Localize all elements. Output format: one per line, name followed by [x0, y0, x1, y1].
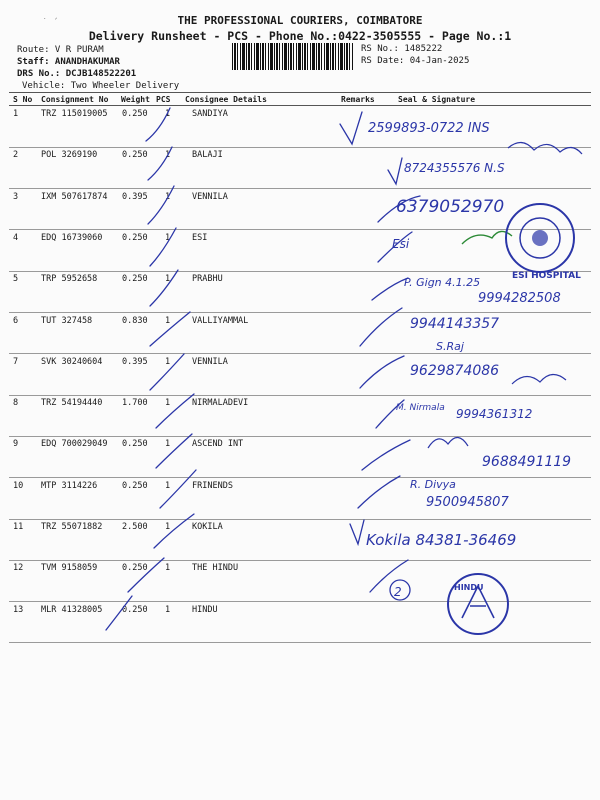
cell-consignee: BALAJI — [192, 150, 223, 161]
hw-row-3: 6379052970 — [396, 197, 505, 217]
cell-sno: 5 — [13, 274, 19, 285]
cell-consignee: ESI — [192, 232, 208, 243]
cell-consignment: POL 3269190 — [41, 150, 98, 161]
cell-pcs: 1 — [165, 604, 171, 615]
esi-stamp-text: ESI HOSPITAL — [512, 271, 581, 281]
hindu-stamp-text: HINDU — [454, 583, 484, 592]
hw-row-6: 9944143357 — [410, 316, 500, 332]
row-divider — [9, 395, 591, 396]
row-divider — [9, 312, 591, 313]
delivery-tick-marks — [106, 108, 420, 630]
cell-sno: 13 — [13, 604, 24, 615]
check-row-7 — [360, 356, 404, 388]
cell-weight: 0.830 — [122, 315, 148, 326]
cell-sno: 9 — [13, 439, 19, 450]
cell-weight: 0.250 — [122, 439, 148, 450]
tick-row-4 — [150, 228, 176, 266]
cell-pcs: 1 — [165, 439, 171, 450]
cell-consignment: TRZ 54194440 — [41, 398, 103, 409]
hw-row-8a: M. Nirmala — [396, 403, 445, 413]
staff-label: Staff: ANANDHAKUMAR — [17, 57, 120, 67]
hw-row-10b: 9500945807 — [426, 495, 509, 510]
row-divider — [9, 436, 591, 437]
row-divider — [9, 601, 591, 602]
cell-consignment: EDQ 700029049 — [41, 439, 108, 450]
check-row-11 — [350, 520, 364, 544]
cell-pcs: 1 — [165, 398, 171, 409]
row-divider — [9, 560, 591, 561]
cell-consignee: SANDIYA — [192, 109, 228, 119]
row-divider — [9, 519, 591, 520]
cell-sno: 10 — [13, 480, 24, 491]
cell-sno: 4 — [13, 232, 19, 243]
cell-sno: 12 — [13, 563, 24, 574]
cell-pcs: 1 — [165, 274, 171, 285]
cell-consignee: PRABHU — [192, 274, 223, 285]
cell-weight: 1.700 — [122, 398, 148, 409]
cell-sno: 1 — [13, 109, 19, 119]
esi-stamp-inner-ring — [520, 218, 560, 258]
cell-consignee: KOKILA — [192, 522, 223, 532]
cell-consignee: VENNILA — [192, 356, 228, 367]
hw-row-5b: 9994282508 — [478, 291, 561, 306]
hw-row-1: 2599893-0722 INS — [368, 121, 490, 136]
esi-hospital-stamp — [506, 204, 581, 281]
col-consignment: Consignment No — [41, 95, 109, 104]
hw-row-13: 2 — [394, 585, 402, 599]
cell-consignment: IXM 507617874 — [41, 191, 108, 202]
cell-consignment: TRZ 55071882 — [41, 522, 103, 532]
cell-consignment: SVK 30240604 — [41, 356, 103, 367]
check-row-12 — [370, 560, 408, 592]
cell-weight: 0.395 — [122, 191, 148, 202]
check-row-1 — [340, 112, 362, 144]
cell-pcs: 1 — [165, 232, 171, 243]
table-top-rule — [9, 92, 591, 93]
cell-pcs: 1 — [165, 563, 171, 574]
check-row-6 — [360, 308, 402, 346]
cell-consignee: FRINENDS — [192, 480, 233, 491]
row-divider — [9, 642, 591, 643]
hw-row-7a: S.Raj — [436, 340, 464, 353]
cell-sno: 7 — [13, 356, 19, 367]
cell-sno: 8 — [13, 398, 19, 409]
cell-pcs: 1 — [165, 150, 171, 161]
row-divider — [9, 229, 591, 230]
col-seal: Seal & Signature — [398, 95, 476, 104]
hindu-stamp-ring — [448, 574, 508, 634]
row-divider — [9, 188, 591, 189]
cell-weight: 0.395 — [122, 356, 148, 367]
cell-weight: 0.250 — [122, 274, 148, 285]
check-row-8 — [376, 400, 404, 428]
hw-row-2: 8724355576 N.S — [404, 161, 505, 175]
row-divider — [9, 271, 591, 272]
route-label: Route: V R PURAM — [17, 45, 104, 55]
cell-weight: 0.250 — [122, 563, 148, 574]
runsheet-subtitle: Delivery Runsheet - PCS - Phone No.:0422-3505555 - Page No.:1 — [88, 29, 512, 43]
cell-pcs: 1 — [165, 191, 171, 202]
check-row-4 — [378, 232, 412, 262]
hw-row-10a: R. Divya — [410, 478, 456, 491]
hw-row-5a: P. Gign 4.1.25 — [404, 276, 481, 289]
barcode — [232, 43, 354, 70]
col-weight: Weight — [121, 95, 150, 104]
row-divider — [9, 477, 591, 478]
cell-pcs: 1 — [165, 315, 171, 326]
cell-pcs: 1 — [165, 480, 171, 491]
company-title: THE PROFESSIONAL COURIERS, COIMBATORE — [177, 14, 423, 27]
check-row-9 — [362, 440, 410, 470]
cell-sno: 3 — [13, 191, 19, 202]
cell-consignee: VALLIYAMMAL — [192, 315, 249, 326]
hw-row-4: Esi — [392, 237, 410, 251]
corner-tick-mark: ˙ ´ — [42, 18, 59, 28]
cell-sno: 6 — [13, 315, 19, 326]
col-sno: S No — [13, 95, 33, 104]
row-divider — [9, 353, 591, 354]
check-row-3 — [378, 196, 420, 222]
cell-sno: 11 — [13, 522, 24, 532]
cell-consignment: TUT 327458 — [41, 315, 93, 326]
signature-row-2 — [508, 142, 582, 154]
drs-number: DRS No.: DCJB148522201 — [17, 69, 137, 79]
col-consignee: Consignee Details — [185, 95, 267, 104]
check-row-5 — [372, 278, 408, 300]
hw-row-7b: 9629874086 — [410, 363, 500, 379]
cell-pcs: 1 — [165, 356, 171, 367]
row-divider — [9, 147, 591, 148]
table-header-rule — [9, 105, 591, 106]
cell-consignment: TVM 9158059 — [41, 563, 98, 574]
col-remarks: Remarks — [341, 95, 375, 104]
esi-stamp-outer-ring — [506, 204, 574, 272]
check-row-10 — [358, 476, 400, 508]
tick-row-8 — [156, 394, 194, 428]
cell-consignee: ASCEND INT — [192, 439, 244, 450]
cell-weight: 2.500 — [122, 522, 148, 532]
tick-row-9 — [156, 434, 192, 468]
cell-consignee: VENNILA — [192, 191, 228, 202]
cell-consignee: HINDU — [192, 604, 218, 615]
cell-consignment: TRP 5952658 — [41, 274, 98, 285]
cell-weight: 0.250 — [122, 480, 148, 491]
rs-number: RS No.: 1485222 — [361, 44, 443, 54]
cell-weight: 0.250 — [122, 150, 148, 161]
cell-weight: 0.250 — [122, 604, 148, 615]
hw-row-11: Kokila 84381-36469 — [366, 531, 517, 549]
signature-row-7 — [512, 374, 566, 384]
cell-consignment: MTP 3114226 — [41, 480, 98, 491]
rs-date: RS Date: 04-Jan-2025 — [361, 56, 470, 66]
vehicle-label: Vehicle: Two Wheeler Delivery — [22, 81, 180, 91]
cell-pcs: 1 — [165, 109, 171, 119]
hw-row-9: 9688491119 — [482, 454, 572, 470]
cell-consignment: TRZ 115019005 — [41, 109, 108, 119]
row-13-circle-mark — [390, 580, 410, 600]
cell-consignee: THE HINDU — [192, 563, 239, 574]
cell-pcs: 1 — [165, 522, 171, 532]
cell-consignment: MLR 41328005 — [41, 604, 103, 615]
cell-consignee: NIRMALADEVI — [192, 398, 249, 409]
check-row-2 — [388, 158, 402, 184]
signature-row-9 — [428, 437, 468, 448]
col-pcs: PCS — [156, 95, 171, 104]
hw-row-8b: 9994361312 — [456, 407, 533, 421]
cell-consignment: EDQ 16739060 — [41, 232, 103, 243]
cell-sno: 2 — [13, 150, 19, 161]
cell-weight: 0.250 — [122, 109, 148, 119]
green-signature-scribble — [462, 231, 512, 244]
hindu-stamp — [390, 574, 508, 634]
cell-weight: 0.250 — [122, 232, 148, 243]
tick-row-5 — [150, 270, 178, 306]
esi-stamp-emblem — [532, 230, 548, 246]
